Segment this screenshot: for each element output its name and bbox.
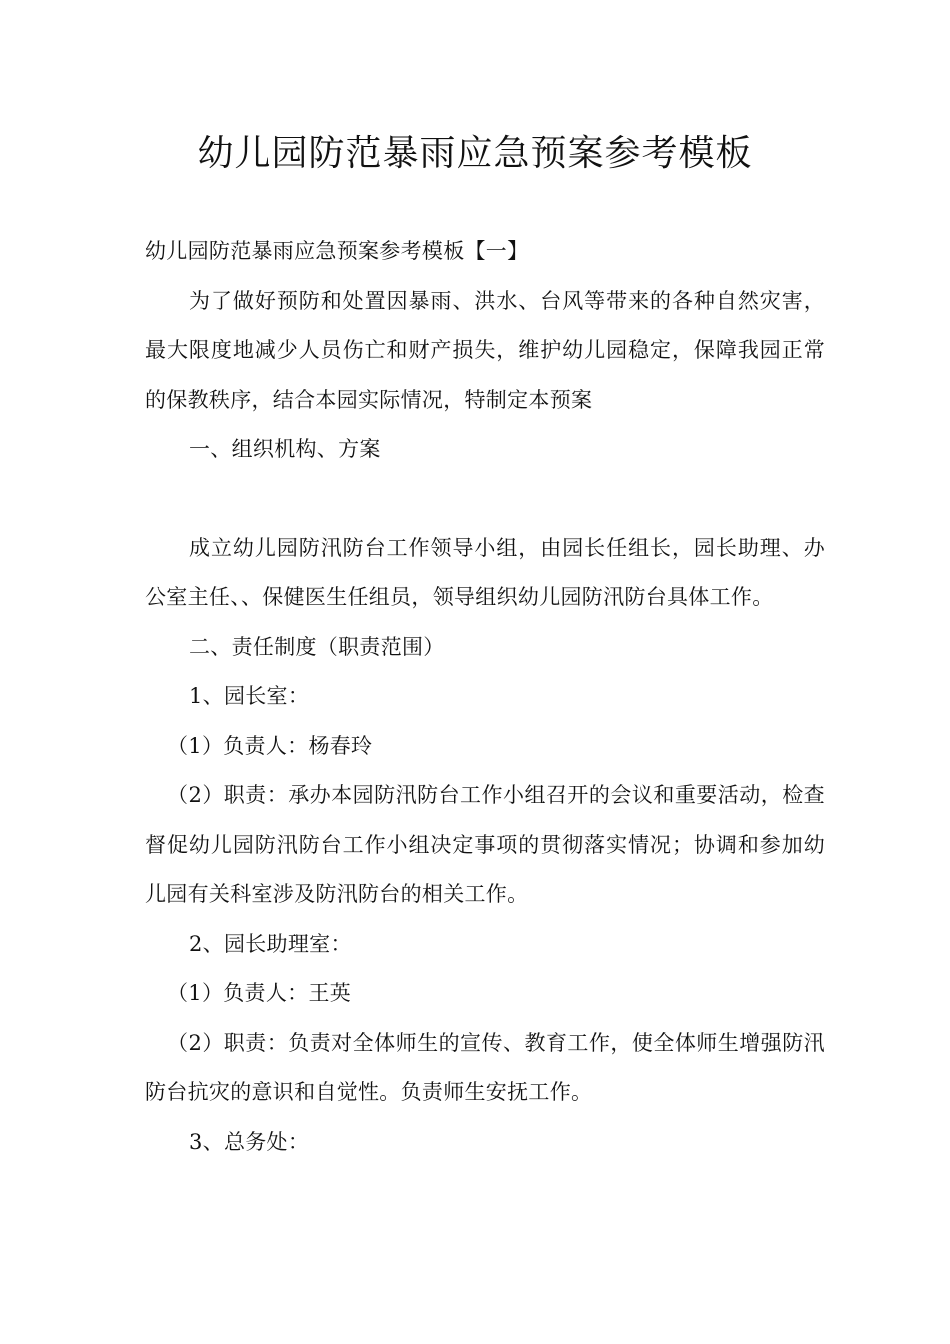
item-assistant-office: 2、园长助理室： bbox=[189, 931, 352, 956]
paragraph-leadership-group: 成立幼儿园防汛防台工作领导小组，由园长任组长，园长助理、办公室主任、、保健医生任组员，领导组织幼儿园防汛防台具体工作。 bbox=[145, 535, 825, 609]
paragraph-intro: 为了做好预防和处置因暴雨、洪水、台风等带来的各种自然灾害，最大限度地减少人员伤亡和财产损失，维护幼儿园稳定，保障我园正常的保教秩序，结合本园实际情况，特制定本预案 bbox=[145, 288, 825, 412]
heading-organization: 一、组织机构、方案 bbox=[189, 437, 381, 461]
item-assistant-person: （1）负责人：王英 bbox=[167, 981, 352, 1005]
item-principal-office: 1、园长室： bbox=[189, 684, 310, 708]
section-heading: 幼儿园防范暴雨应急预案参考模板【一】 bbox=[145, 239, 529, 263]
item-assistant-duty: （2）职责：负责对全体师生的宣传、教育工作，使全体师生增强防汛防台抗灾的意识和自觉性。负责师生安抚工作。 bbox=[145, 1030, 825, 1104]
document-body bbox=[145, 227, 825, 1167]
blank-line bbox=[145, 475, 825, 524]
heading-responsibility: 二、责任制度（职责范围） bbox=[189, 634, 445, 659]
item-principal-duty: （2）职责：承办本园防汛防台工作小组召开的会议和重要活动，检查督促幼儿园防汛防台工作小组决定事项的贯彻落实情况；协调和参加幼儿园有关科室涉及防汛防台的相关工作。 bbox=[145, 783, 825, 906]
item-general-affairs: 3、总务处： bbox=[189, 1129, 310, 1154]
item-principal-person: （1）负责人：杨春玲 bbox=[167, 733, 373, 758]
document-title: 幼儿园防范暴雨应急预案参考模板 bbox=[197, 133, 753, 174]
